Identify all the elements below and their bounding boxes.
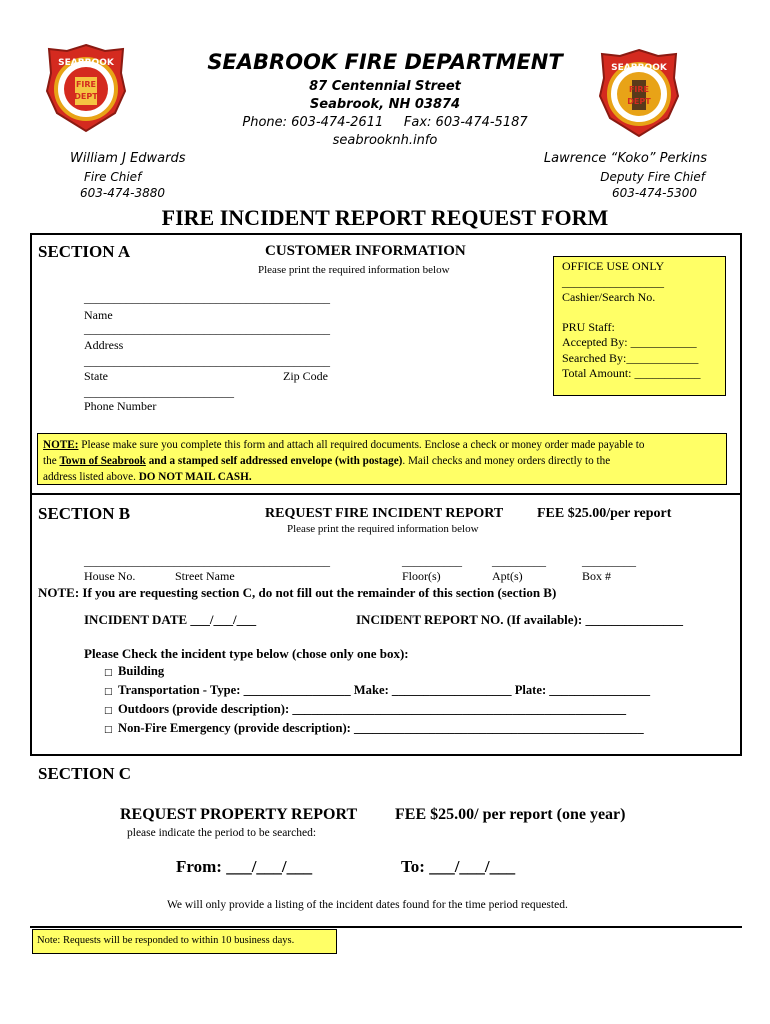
section-b-subheading: Please print the required information below — [287, 523, 479, 535]
from-date-field[interactable]: From: ___/___/___ — [176, 857, 313, 876]
floor-label: Floor(s) — [402, 569, 441, 583]
section-b-heading: REQUEST FIRE INCIDENT REPORT — [265, 506, 504, 521]
cashier-line[interactable]: _________________ — [562, 274, 664, 289]
svg-text:SEABROOK: SEABROOK — [58, 58, 114, 68]
address-label: Address — [84, 338, 124, 352]
incident-type-option — [104, 701, 650, 720]
chief-name: William J Edwards — [70, 151, 186, 166]
street-label: Street Name — [175, 569, 235, 583]
section-a-subheading: Please print the required information below — [258, 264, 450, 276]
section-c-label: SECTION C — [38, 764, 132, 783]
section-b-label: SECTION B — [38, 504, 131, 523]
section-c-subheading: please indicate the period to be searched: — [127, 827, 317, 839]
note-prefix: NOTE: — [43, 439, 79, 451]
section-a-label: SECTION A — [38, 242, 131, 261]
phone-label: Phone Number — [84, 399, 157, 413]
note-text-3: address listed above. — [43, 471, 139, 483]
note-text-1: Please make sure you complete this form and attach all required documents. Enclose a check or money order made payable to — [78, 439, 645, 451]
street-address: 87 Centennial Street — [309, 79, 461, 94]
section-c-heading: REQUEST PROPERTY REPORT — [120, 806, 358, 823]
house-label: House No. — [84, 569, 136, 583]
city-address: Seabrook, NH 03874 — [309, 97, 461, 112]
svg-text:FIRE: FIRE — [75, 80, 97, 89]
section-c-note: We will only provide a listing of the incident dates found for the time period requested. — [167, 899, 568, 911]
svg-text:DEPT: DEPT — [627, 97, 651, 106]
state-zip-field[interactable]: _________________________________________ — [84, 354, 330, 368]
form-title: FIRE INCIDENT REPORT REQUEST FORM — [161, 205, 609, 230]
office-use-box — [553, 256, 726, 396]
incident-type-option — [104, 720, 650, 739]
incident-type-label: Outdoors (provide description): _____________________________________________________ — [118, 702, 627, 716]
note-envelope: and a stamped self addressed envelope (with postage) — [145, 455, 403, 467]
apt-label: Apt(s) — [492, 569, 523, 583]
incident-type-label: Transportation - Type: _________________ Make: ___________________ Plate: ________________ — [118, 683, 651, 697]
section-c-bottom-border — [30, 926, 742, 928]
section-b-fee: FEE $25.00/per report — [537, 506, 672, 521]
zip-label: Zip Code — [283, 369, 328, 383]
chief-phone: 603-474-3880 — [80, 186, 166, 200]
checkbox[interactable]: □ — [104, 706, 113, 716]
accepted-by-field[interactable]: Accepted By: ___________ — [562, 335, 697, 349]
to-date-field[interactable]: To: ___/___/___ — [401, 857, 516, 876]
incident-type-label: Non-Fire Emergency (provide description): ______________________________________________ — [118, 721, 644, 735]
incident-type-prompt: Please Check the incident type below (chose only one box): — [84, 646, 409, 661]
svg-text:DEPT: DEPT — [74, 92, 98, 101]
box-label: Box # — [582, 569, 612, 583]
name-label: Name — [84, 308, 113, 322]
deputy-name: Lawrence “Koko” Perkins — [543, 151, 707, 166]
deputy-phone: 603-474-5300 — [611, 186, 697, 200]
pru-staff-label: PRU Staff: — [562, 319, 615, 334]
searched-by-field[interactable]: Searched By:____________ — [562, 350, 699, 365]
total-amount-field[interactable]: Total Amount: ___________ — [562, 366, 701, 380]
deputy-title: Deputy Fire Chief — [600, 170, 705, 184]
checkbox[interactable]: □ — [104, 687, 113, 697]
note-the: the — [43, 455, 60, 467]
incident-report-no-field[interactable]: INCIDENT REPORT NO. (If available): _______________ — [356, 612, 683, 627]
website: seabrooknh.info — [332, 133, 438, 148]
apt-field[interactable]: _________ — [492, 554, 546, 568]
department-name: SEABROOK FIRE DEPARTMENT — [207, 50, 563, 74]
svg-text:SEABROOK: SEABROOK — [611, 63, 667, 73]
name-field[interactable]: _________________________________________ — [84, 291, 330, 305]
note-cash: DO NOT MAIL CASH. — [138, 471, 252, 483]
incident-type-option — [104, 682, 650, 701]
box-field[interactable]: _________ — [582, 554, 636, 568]
incident-type-label: Building — [118, 664, 165, 678]
cashier-label: Cashier/Search No. — [562, 290, 656, 304]
office-use-title: OFFICE USE ONLY — [562, 259, 665, 273]
floor-field[interactable]: __________ — [402, 554, 462, 568]
note-box — [37, 433, 727, 485]
checkbox[interactable]: □ — [104, 725, 113, 735]
phone-field[interactable]: _________________________ — [84, 385, 234, 399]
svg-text:FIRE: FIRE — [628, 85, 650, 94]
footer-note: Note: Requests will be responded to within 10 business days. — [32, 929, 337, 954]
street-field[interactable]: _________________________________________ — [84, 554, 330, 568]
incident-type-options — [104, 663, 650, 739]
section-c-fee: FEE $25.00/ per report (one year) — [395, 806, 626, 823]
chief-title: Fire Chief — [84, 170, 142, 184]
section-divider — [30, 493, 742, 495]
note-text-2: . Mail checks and money orders directly to the — [402, 455, 611, 467]
section-a-heading: CUSTOMER INFORMATION — [265, 243, 466, 259]
incident-type-option — [104, 663, 650, 682]
note-town: Town of Seabrook — [59, 455, 146, 467]
phone-fax: Phone: 603-474-2611 Fax: 603-474-5187 — [242, 115, 528, 130]
checkbox[interactable]: □ — [104, 668, 113, 678]
address-field[interactable]: _________________________________________ — [84, 322, 330, 336]
section-b-note: NOTE: If you are requesting section C, do not fill out the remainder of this section (section B) — [38, 585, 557, 600]
incident-date-field[interactable]: INCIDENT DATE ___/___/___ — [84, 612, 257, 627]
state-label: State — [84, 369, 108, 383]
